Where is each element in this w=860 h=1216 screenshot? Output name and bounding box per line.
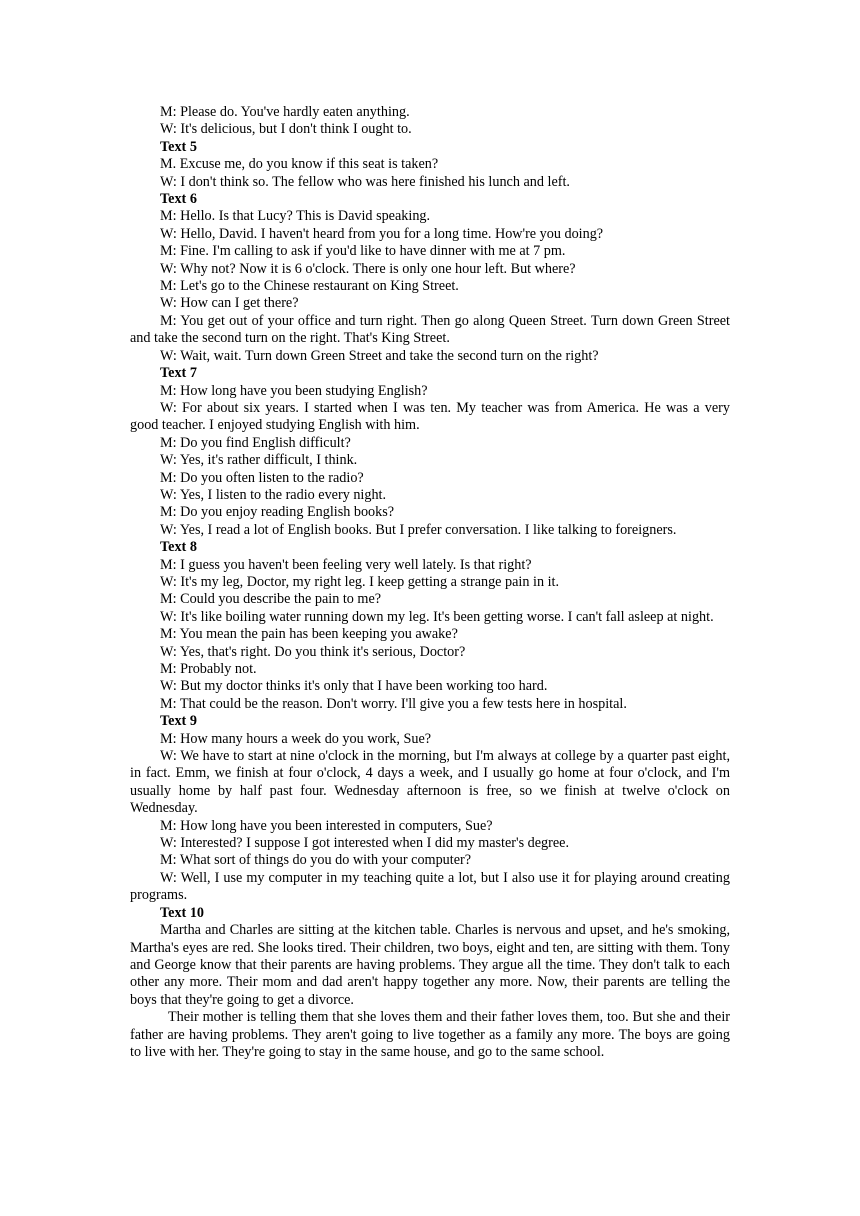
narrative-paragraph: Their mother is telling them that she loves them and their father loves them, too. But she and their father are having problems. They aren't going to live together as a family any more. The boys are going to live with her. They're going to stay in the same house, and go to the same school.	[130, 1009, 730, 1060]
dialogue-line: W: We have to start at nine o'clock in the morning, but I'm always at college by a quarter past eight, in fact. Emm, we finish at four o'clock, 4 days a week, and I usually go home at four o'clock, and I'm usually home by half past four. Wednesday afternoon is free, so we finish at twelve o'clock on Wednesday.	[130, 748, 730, 817]
dialogue-line: M: Do you find English difficult?	[160, 434, 351, 451]
dialogue-line: W: It's my leg, Doctor, my right leg. I keep getting a strange pain in it.	[160, 573, 560, 590]
dialogue-line: W: How can I get there?	[160, 295, 299, 312]
dialogue-line: W: But my doctor thinks it's only that I have been working too hard.	[160, 678, 548, 695]
dialogue-line: M: You mean the pain has been keeping you awake?	[160, 626, 458, 643]
dialogue-line: W: Well, I use my computer in my teaching quite a lot, but I also use it for playing around creating programs.	[130, 869, 730, 904]
dialogue-line: W: Why not? Now it is 6 o'clock. There is only one hour left. But where?	[160, 260, 576, 277]
dialogue-line: W: It's delicious, but I don't think I ought to.	[160, 121, 412, 138]
dialogue-line: M: You get out of your office and turn right. Then go along Queen Street. Turn down Green Street and take the second turn on the right. That's King Street.	[130, 312, 730, 347]
dialogue-line: M. Excuse me, do you know if this seat is taken?	[160, 156, 439, 173]
dialogue-line: M: How many hours a week do you work, Sue?	[160, 730, 432, 747]
dialogue-line: M: That could be the reason. Don't worry. I'll give you a few tests here in hospital.	[160, 695, 627, 712]
section-heading: Text 9	[160, 713, 197, 730]
dialogue-line: W: Wait, wait. Turn down Green Street and take the second turn on the right?	[160, 347, 599, 364]
dialogue-line: M: Could you describe the pain to me?	[160, 591, 382, 608]
narrative-paragraph: Martha and Charles are sitting at the kitchen table. Charles is nervous and upset, and he's smoking, Martha's eyes are red. She looks tired. Their children, two boys, eight and ten, are sitting with them. Tony and George know that their parents are having problems. They argue all the time. They don't talk to each other any more. Their mom and dad aren't happy together any more. Now, their parents are telling the boys that they're going to get a divorce.	[130, 922, 730, 1008]
section-heading: Text 8	[160, 539, 197, 556]
section-heading: Text 6	[160, 191, 197, 208]
section-heading: Text 10	[160, 904, 205, 921]
dialogue-line: M: Let's go to the Chinese restaurant on King Street.	[160, 278, 459, 295]
dialogue-line: M: How long have you been studying English?	[160, 382, 428, 399]
dialogue-line: M: Do you often listen to the radio?	[160, 469, 364, 486]
dialogue-line: M: What sort of things do you do with your computer?	[160, 852, 472, 869]
dialogue-line: M: Probably not.	[160, 661, 257, 677]
dialogue-line: M: Please do. You've hardly eaten anything.	[160, 104, 410, 120]
document-page	[130, 104, 730, 1061]
dialogue-line: W: Yes, I read a lot of English books. But I prefer conversation. I like talking to foreigners.	[160, 521, 677, 538]
dialogue-line: W: I don't think so. The fellow who was here finished his lunch and left.	[160, 173, 570, 190]
dialogue-line: W: Yes, it's rather difficult, I think.	[160, 452, 358, 469]
dialogue-line: W: Hello, David. I haven't heard from you for a long time. How're you doing?	[160, 225, 604, 242]
dialogue-line: M: Fine. I'm calling to ask if you'd like to have dinner with me at 7 pm.	[160, 243, 566, 260]
dialogue-line: W: For about six years. I started when I was ten. My teacher was from America. He was a very good teacher. I enjoyed studying English with him.	[130, 399, 730, 434]
dialogue-line: W: Interested? I suppose I got interested when I did my master's degree.	[160, 835, 569, 852]
dialogue-line: W: Yes, that's right. Do you think it's serious, Doctor?	[160, 643, 466, 660]
dialogue-line: W: Yes, I listen to the radio every night.	[160, 486, 387, 503]
dialogue-line: M: I guess you haven't been feeling very well lately. Is that right?	[160, 556, 532, 573]
dialogue-line: M: Do you enjoy reading English books?	[160, 504, 395, 521]
dialogue-line: W: It's like boiling water running down my leg. It's been getting worse. I can't fall asleep at night.	[160, 608, 714, 625]
section-heading: Text 5	[160, 138, 197, 155]
dialogue-line: M: Hello. Is that Lucy? This is David speaking.	[160, 208, 431, 225]
dialogue-line: M: How long have you been interested in computers, Sue?	[160, 817, 493, 834]
section-heading: Text 7	[160, 365, 197, 382]
